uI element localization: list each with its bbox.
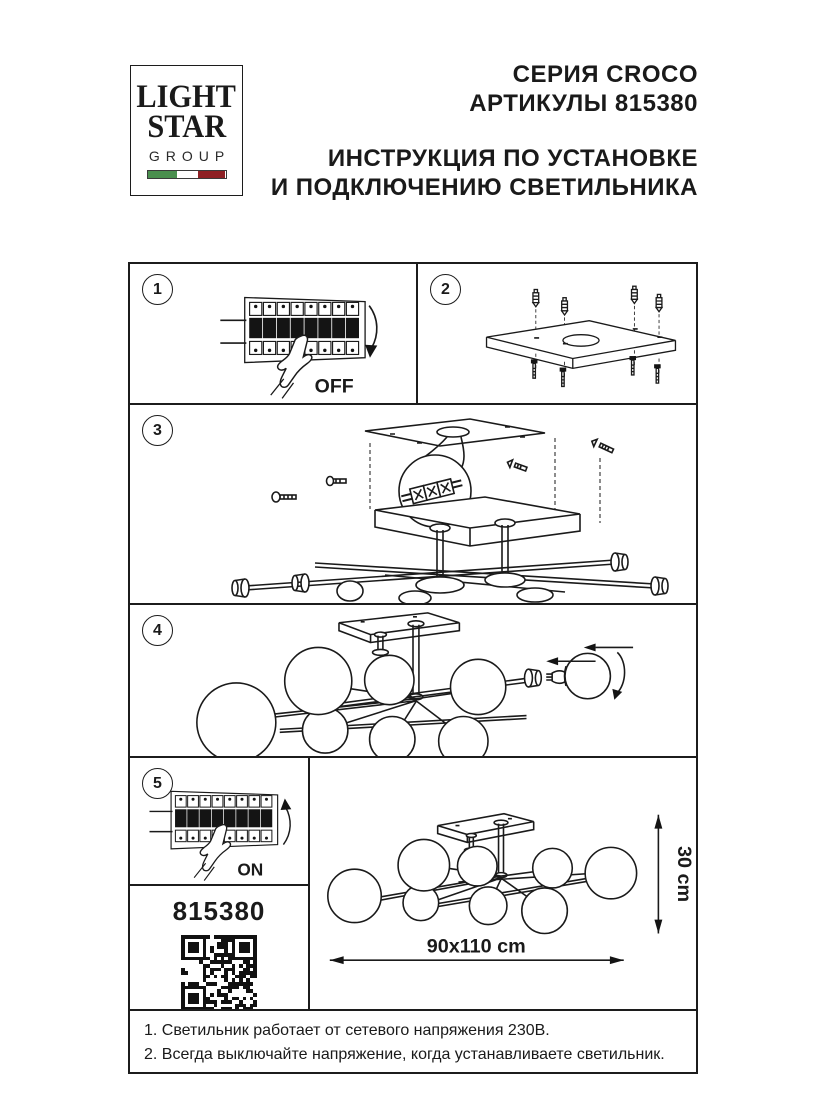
step-1-number: 1 (142, 274, 173, 305)
instruction-title-line1: ИНСТРУКЦИЯ ПО УСТАНОВКЕ (327, 145, 698, 172)
logo-light: LIGHT (136, 78, 237, 115)
step-5-number: 5 (142, 768, 173, 799)
off-label: OFF (314, 375, 354, 398)
flag-white (177, 171, 198, 178)
breaker-off-illustration (202, 278, 407, 400)
flag-red (198, 171, 225, 178)
title-block (271, 60, 698, 202)
step-2-number: 2 (430, 274, 461, 305)
step-1-panel (128, 262, 418, 405)
flag-green (148, 171, 178, 178)
lightstar-logo (130, 65, 243, 196)
breaker-on-illustration (140, 774, 308, 882)
instruction-title-line2: И ПОДКЛЮЧЕНИЮ СВЕТИЛЬНИКА (270, 174, 698, 201)
step-3-panel (128, 403, 698, 605)
final-fixture-panel (308, 756, 698, 1011)
step-5-panel (128, 756, 310, 886)
italy-flag-bar (147, 170, 227, 179)
on-label: ON (237, 859, 264, 880)
logo-star: STAR (147, 109, 226, 145)
height-dimension-label: 30 cm (673, 846, 696, 903)
logo-group: GROUP (148, 148, 231, 165)
qr-code (181, 935, 257, 1011)
step-2-panel (416, 262, 698, 405)
mounting-plate-illustration (466, 278, 696, 393)
bracket-assembly-illustration (185, 413, 685, 603)
step-4-panel (128, 603, 698, 758)
notes-panel (128, 1009, 698, 1074)
note-line-1: 1. Светильник работает от сетевого напряжения 230В. (144, 1022, 550, 1039)
step-4-number: 4 (142, 615, 173, 646)
globe-installation-illustration (130, 605, 696, 756)
width-dimension-label: 90x110 cm (426, 935, 526, 958)
article-panel (128, 884, 310, 1011)
article-number: 815380 (172, 896, 266, 926)
articles-title: АРТИКУЛЫ 815380 (469, 90, 698, 117)
series-title: СЕРИЯ CROCO (512, 61, 698, 88)
note-line-2: 2. Всегда выключайте напряжение, когда устанавливаете светильник. (144, 1046, 665, 1063)
final-fixture-illustration (310, 758, 696, 1009)
step-3-number: 3 (142, 415, 173, 446)
